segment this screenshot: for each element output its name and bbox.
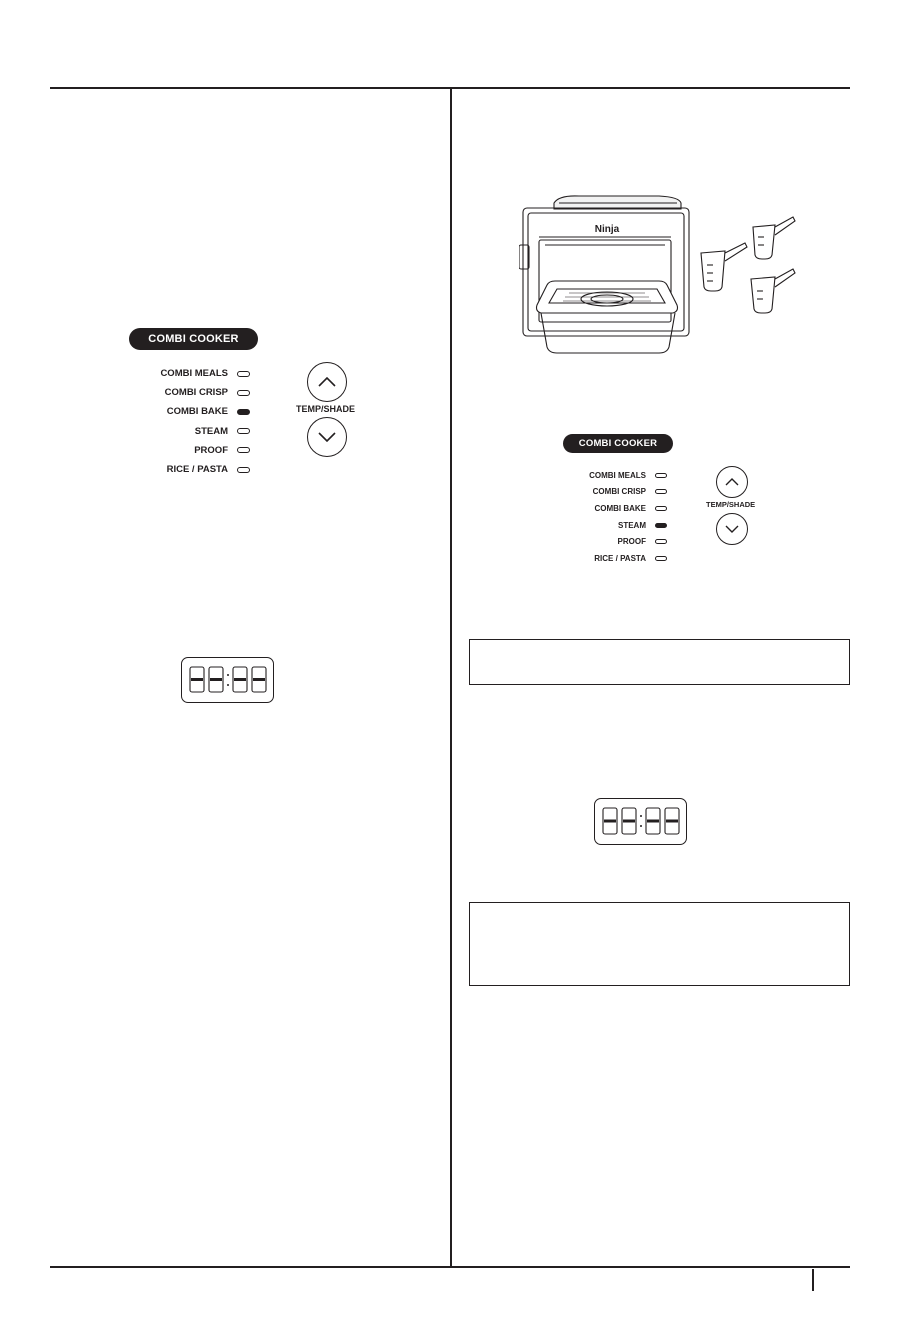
left-temp-up-button[interactable] — [307, 362, 347, 402]
mode-row[interactable] — [530, 533, 667, 550]
mode-row[interactable] — [530, 467, 667, 484]
column-divider — [450, 87, 452, 1267]
mode-label: STEAM — [194, 425, 228, 437]
mode-label: STEAM — [618, 520, 646, 530]
mode-label: COMBI MEALS — [589, 470, 646, 480]
mode-indicator — [655, 489, 667, 494]
mode-row[interactable] — [530, 500, 667, 517]
seven-segment-display-icon — [595, 799, 685, 843]
mode-row[interactable] — [100, 383, 250, 402]
chevron-up-icon — [318, 377, 336, 387]
left-temp-down-button[interactable] — [307, 417, 347, 457]
mode-label: COMBI BAKE — [166, 406, 228, 418]
brand-logo: Ninja — [594, 224, 620, 235]
mode-label: COMBI MEALS — [160, 368, 228, 380]
mode-row[interactable] — [530, 517, 667, 534]
mode-label: PROOF — [617, 537, 646, 547]
mode-indicator — [655, 539, 667, 544]
measuring-cup-icon — [701, 243, 747, 291]
mode-row[interactable] — [100, 422, 250, 441]
mode-label: RICE / PASTA — [594, 553, 646, 563]
mode-label: PROOF — [194, 444, 228, 456]
mode-row[interactable] — [100, 364, 250, 383]
mode-indicator-active — [655, 523, 667, 528]
right-digital-display — [594, 798, 687, 845]
right-temp-shade-label: TEMP/SHADE — [706, 500, 756, 509]
combi-cooker-appliance-illustration — [519, 195, 809, 360]
right-combi-cooker-header: COMBI COOKER — [563, 434, 673, 453]
right-temp-up-button[interactable] — [716, 466, 748, 498]
mode-indicator — [237, 428, 250, 434]
note-box-2 — [469, 902, 850, 986]
mode-indicator — [655, 556, 667, 561]
mode-indicator-active — [237, 409, 250, 415]
mode-row[interactable] — [100, 402, 250, 421]
note-box-1 — [469, 639, 850, 685]
mode-indicator — [237, 371, 250, 377]
chevron-down-icon — [725, 525, 739, 533]
chevron-down-icon — [318, 432, 336, 442]
mode-indicator — [237, 467, 250, 473]
left-temp-shade-label: TEMP/SHADE — [296, 404, 356, 414]
mode-label: COMBI CRISP — [592, 487, 646, 497]
mode-row[interactable] — [100, 460, 250, 479]
bottom-rule — [50, 1266, 850, 1268]
mode-indicator — [655, 506, 667, 511]
page-number-tick — [812, 1269, 814, 1291]
mode-label: COMBI CRISP — [164, 387, 228, 399]
seven-segment-display-icon — [182, 658, 272, 701]
mode-indicator — [655, 473, 667, 478]
measuring-cup-icon — [751, 269, 795, 313]
mode-label: RICE / PASTA — [166, 464, 228, 476]
mode-row[interactable] — [100, 441, 250, 460]
mode-label: COMBI BAKE — [594, 503, 646, 513]
measuring-cup-icon — [753, 217, 795, 259]
left-combi-cooker-header: COMBI COOKER — [129, 328, 258, 350]
left-digital-display — [181, 657, 274, 703]
mode-row[interactable] — [530, 484, 667, 501]
mode-indicator — [237, 390, 250, 396]
right-temp-down-button[interactable] — [716, 513, 748, 545]
mode-indicator — [237, 447, 250, 453]
chevron-up-icon — [725, 478, 739, 486]
mode-row[interactable] — [530, 550, 667, 567]
